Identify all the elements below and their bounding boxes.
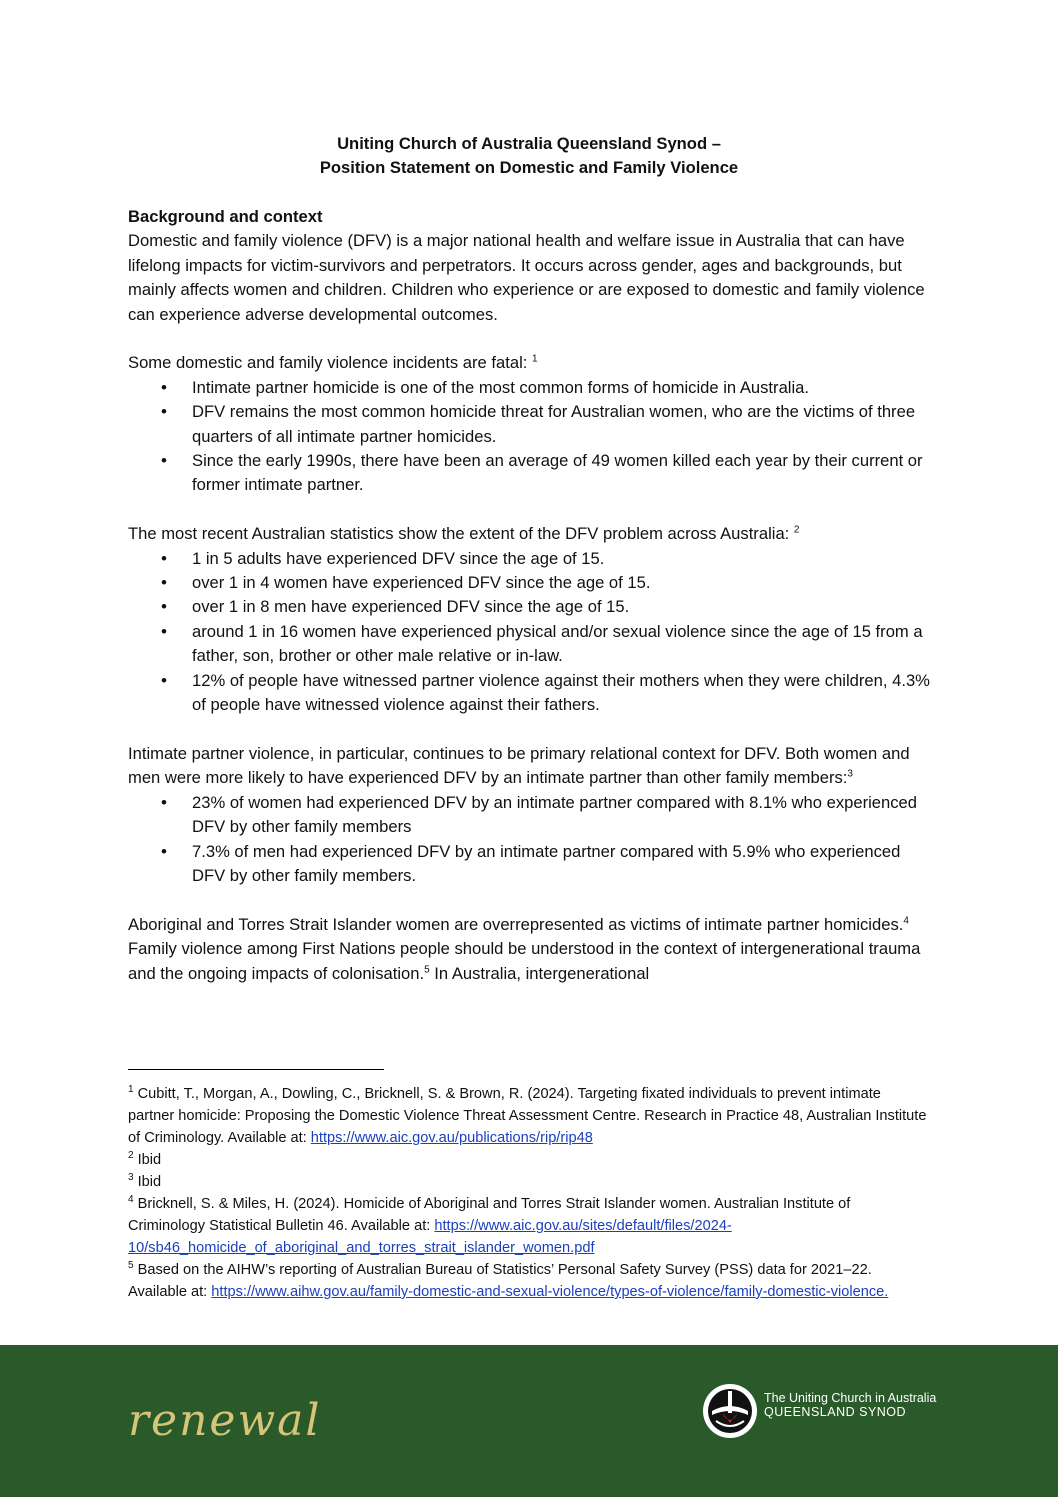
ipv-intro: Intimate partner violence, in particular, continues to be primary relational context for DFV. Both women and men were more likely to have experienced DFV by an intimate partner than other family members:$^3$ bbox=[128, 743, 910, 788]
footnote-5-link[interactable]: https://www.aihw.gov.au/family-domestic-and-sexual-violence/types-of-violence/family-domestic-violence. bbox=[211, 1284, 889, 1300]
aboriginal-paragraph: Aboriginal and Torres Strait Islander women are overrepresented as victims of intimate partner homicides.$^4$ Family violence among First Nations people should be understood in the context of intergenerational trauma and the ongoing impacts of colonisation.$^5$ In Australia, intergenerational bbox=[128, 914, 921, 983]
uniting-church-logo-icon bbox=[702, 1383, 758, 1439]
list-item: • 23% of women had experienced DFV by an intimate partner compared with 8.1% who experienced DFV by other family members bbox=[128, 791, 938, 840]
intro-paragraph: Domestic and family violence (DFV) is a major national health and welfare issue in Australia that can have lifelong impacts for victim-survivors and perpetrators. It occurs across gender, ages and backgrounds, but mainly affects women and children. Children who experience or are exposed to domestic and family violence can experience adverse developmental outcomes. bbox=[128, 231, 925, 324]
ipv-list bbox=[128, 791, 938, 889]
list-item: • around 1 in 16 women have experienced physical and/or sexual violence since the age of 15 from a father, son, brother or other male relative or in-law. bbox=[128, 620, 938, 669]
footnote-1: $^1$ Cubitt, T., Morgan, A., Dowling, C., Bricknell, S. & Brown, R. (2024). Targeting fixated individuals to prevent intimate partner homicide: Proposing the Domestic Violence Threat Assessment Centre. Research in Practice 48, Australian Institute of Criminology. Available at: https://www.aic.gov.au/publications/rip/rip48 bbox=[128, 1084, 927, 1146]
footnotes bbox=[128, 1083, 928, 1303]
footnote-3: $^3$ Ibid bbox=[128, 1172, 162, 1190]
list-item: • over 1 in 8 men have experienced DFV since the age of 15. bbox=[128, 595, 938, 619]
section-heading: Background and context bbox=[128, 207, 323, 226]
list-item: • 1 in 5 adults have experienced DFV since the age of 15. bbox=[128, 547, 938, 571]
list-item: • DFV remains the most common homicide threat for Australian women, who are the victims of three quarters of all intimate partner homicides. bbox=[128, 400, 938, 449]
title-line-2: Position Statement on Domestic and Family Violence bbox=[319, 158, 739, 178]
fatal-intro: Some domestic and family violence incidents are fatal: $^1$ bbox=[128, 353, 538, 373]
list-item: • Intimate partner homicide is one of the most common forms of homicide in Australia. bbox=[128, 376, 938, 400]
page-footer bbox=[0, 1345, 1058, 1497]
synod-name: The Uniting Church in Australia QUEENSLAND SYNOD bbox=[764, 1391, 937, 1419]
main-body bbox=[128, 205, 938, 986]
document-title bbox=[0, 132, 1058, 181]
footnote-5: $^5$ Based on the AIHW’s reporting of Australian Bureau of Statistics’ Personal Safety Survey (PSS) data for 2021–22. Available at: https://www.aihw.gov.au/family-domestic-and-sexual-violence/types-of-violence/family-domestic-violence. bbox=[128, 1260, 889, 1300]
footnote-ref[interactable]: 5 bbox=[424, 964, 430, 975]
list-item: • over 1 in 4 women have experienced DFV since the age of 15. bbox=[128, 571, 938, 595]
footnote-ref[interactable]: 2 bbox=[793, 524, 800, 536]
footnote-ref[interactable]: 1 bbox=[531, 353, 538, 365]
footnote-4-link[interactable]: https://www.aic.gov.au/sites/default/files/2024-10/sb46_homicide_of_aboriginal_and_torres_strait_islander_women.pdf bbox=[128, 1218, 732, 1256]
list-item: • 7.3% of men had experienced DFV by an intimate partner compared with 5.9% who experienced DFV by other family members. bbox=[128, 840, 938, 889]
footnote-ref[interactable]: 4 bbox=[903, 915, 909, 927]
list-item: • 12% of people have witnessed partner violence against their mothers when they were children, 4.3% of people have witnessed violence against their fathers. bbox=[128, 669, 938, 718]
stats-list bbox=[128, 547, 938, 718]
footnote-2: $^2$ Ibid bbox=[128, 1150, 162, 1168]
stats-intro: The most recent Australian statistics show the extent of the DFV problem across Australia: $^2$ bbox=[128, 524, 800, 544]
footnote-1-link[interactable]: https://www.aic.gov.au/publications/rip/rip48 bbox=[310, 1130, 593, 1146]
footnote-divider bbox=[128, 1069, 384, 1070]
footnote-4: $^4$ Bricknell, S. & Miles, H. (2024). Homicide of Aboriginal and Torres Strait Islander women. Australian Institute of Criminology Statistical Bulletin 46. Available at: https://www.aic.gov.au/sites/default/files/2024-10/sb46_homicide_of_aboriginal_and_torres_strait_islander_women.pdf bbox=[128, 1194, 851, 1256]
fatal-list bbox=[128, 376, 938, 498]
title-line-1: Uniting Church of Australia Queensland Synod – bbox=[337, 134, 721, 153]
footnote-ref[interactable]: 3 bbox=[847, 768, 853, 780]
list-item: • Since the early 1990s, there have been an average of 49 women killed each year by their current or former intimate partner. bbox=[128, 449, 938, 498]
renewal-logo: renewal bbox=[128, 1395, 322, 1446]
